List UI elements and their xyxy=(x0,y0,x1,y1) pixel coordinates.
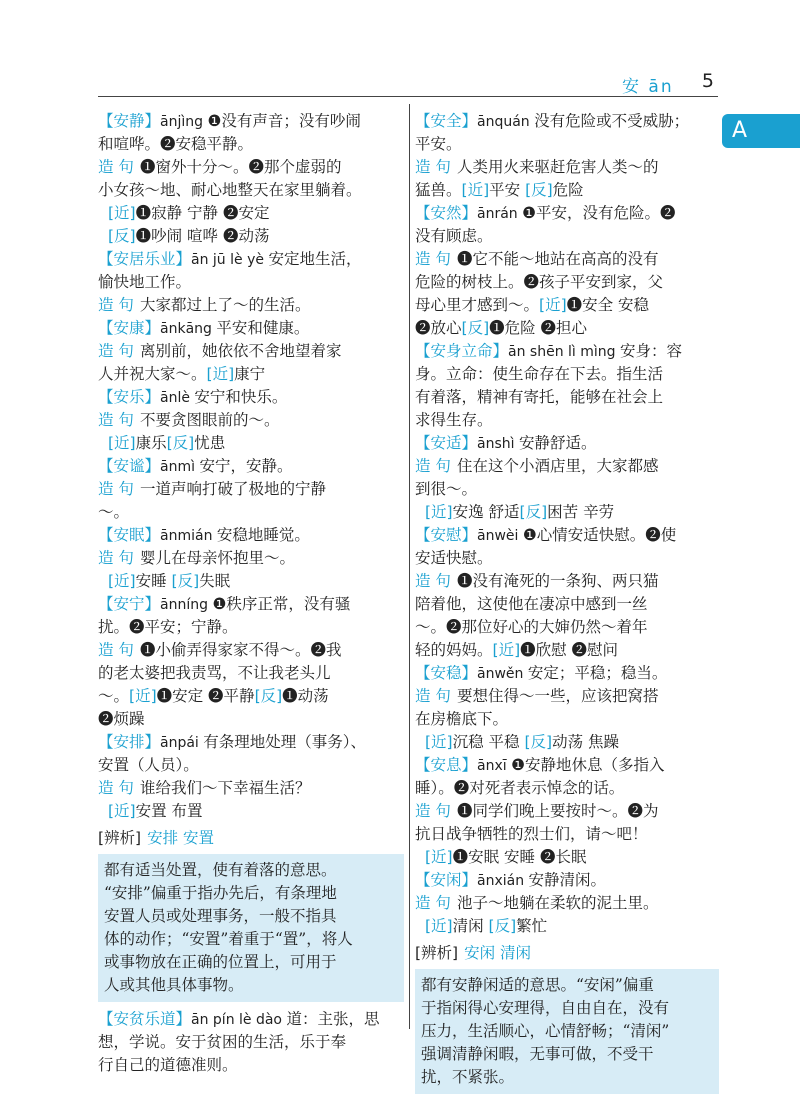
text-segment: 康乐 xyxy=(135,434,167,452)
text-line xyxy=(415,777,719,800)
text-segment: 平安。 xyxy=(415,135,462,153)
relation-tag: [近] xyxy=(108,204,136,222)
text-segment: ❶同学们晚上要按时～。❷为 xyxy=(456,802,659,820)
text-line xyxy=(415,570,719,593)
text-segment: 清闲 xyxy=(452,917,489,935)
text-line xyxy=(415,363,719,386)
relation-tag: [近] xyxy=(425,503,453,521)
text-segment: 失眠 xyxy=(199,572,231,590)
entry-line xyxy=(415,662,719,685)
text-segment: 大家都过上了～的生活。 xyxy=(139,296,311,314)
pinyin: ānmì xyxy=(160,459,200,475)
text-line xyxy=(415,593,719,616)
text-segment: 安置 布置 xyxy=(135,802,203,820)
text-line xyxy=(98,271,404,294)
text-segment: 困苦 辛劳 xyxy=(547,503,615,521)
relation-tag: [近] xyxy=(461,181,490,199)
text-segment: 安稳地睡觉。 xyxy=(216,526,310,544)
example-label: 造 句 xyxy=(415,250,451,268)
analysis-words: 安排 安置 xyxy=(147,829,215,847)
analysis-title xyxy=(415,942,719,965)
text-segment: ❶安眠 安睡 ❷长眠 xyxy=(452,848,587,866)
text-line xyxy=(415,846,719,869)
text-segment: 的老太婆把我责骂，不让我老头儿 xyxy=(98,664,331,682)
text-segment: 身。立命：使生命存在下去。指生活 xyxy=(415,365,664,383)
headword: 【安宁】 xyxy=(98,595,161,613)
example-label: 造 句 xyxy=(415,572,451,590)
text-segment: ❶危险 ❷担心 xyxy=(489,319,588,337)
text-line xyxy=(98,501,404,524)
note-line: 安置人员或处理事务，一般不指具 xyxy=(104,907,337,925)
headword: 【安全】 xyxy=(415,112,478,130)
entry-line xyxy=(415,110,719,133)
relation-tag: [近] xyxy=(425,917,453,935)
text-segment: 陪着他，这使他在凄凉中感到一丝 xyxy=(415,595,648,613)
relation-tag: [反] xyxy=(519,503,548,521)
text-segment: 安置（人员）。 xyxy=(98,756,199,774)
entry-line xyxy=(415,754,719,777)
note-line: 强调清静闲暇，无事可做，不受干 xyxy=(421,1045,654,1063)
example-label: 造 句 xyxy=(98,480,134,498)
text-segment: 繁忙 xyxy=(516,917,548,935)
text-segment: ❶安静地休息（多指入 xyxy=(511,756,665,774)
text-line xyxy=(98,133,404,156)
text-segment: 有着落，精神有寄托，能够在社会上 xyxy=(415,388,664,406)
text-line xyxy=(415,823,719,846)
text-segment: 安静清闲。 xyxy=(528,871,607,889)
page-header xyxy=(590,70,720,96)
analysis-label: [辨析] xyxy=(415,944,459,962)
text-segment: ～。❷那位好心的大婶仍然～着年 xyxy=(415,618,648,636)
text-segment: 到很～。 xyxy=(415,480,478,498)
headword: 【安谧】 xyxy=(98,457,161,475)
headword: 【安眠】 xyxy=(98,526,161,544)
text-segment: ❶动荡 xyxy=(282,687,329,705)
relation-tag: [近] xyxy=(425,733,453,751)
example-label: 造 句 xyxy=(98,411,134,429)
analysis-note xyxy=(98,854,404,1002)
relation-tag: [近] xyxy=(108,434,136,452)
text-segment: ❶没有淹死的一条狗、两只猫 xyxy=(456,572,659,590)
text-segment: ❶安全 安稳 xyxy=(566,296,650,314)
example-label: 造 句 xyxy=(415,802,451,820)
headword: 【安息】 xyxy=(415,756,478,774)
text-line xyxy=(415,294,719,317)
text-line xyxy=(415,547,719,570)
text-line xyxy=(98,777,404,800)
text-segment: 轻的妈妈。 xyxy=(415,641,493,659)
text-segment: ❶小偷弄得家家不得～。❷我 xyxy=(139,641,342,659)
pinyin: ānpái xyxy=(160,735,204,751)
pinyin: ānxián xyxy=(477,873,529,889)
pinyin: ānxī xyxy=(477,758,512,774)
text-line xyxy=(98,708,404,731)
entry-line xyxy=(415,524,719,547)
text-segment: 安身：容 xyxy=(620,342,683,360)
text-segment: ❶它不能～地站在高高的没有 xyxy=(456,250,659,268)
relation-tag: [反] xyxy=(166,434,195,452)
text-segment: 猛兽。 xyxy=(415,181,462,199)
entry-line xyxy=(415,432,719,455)
relation-tag: [反] xyxy=(171,572,200,590)
note-line: 都有安静闲适的意思。“安闲”偏重 xyxy=(421,976,654,994)
text-line xyxy=(98,662,404,685)
example-label: 造 句 xyxy=(415,158,451,176)
entry-line xyxy=(98,593,404,616)
text-line xyxy=(98,1031,404,1054)
headword: 【安乐】 xyxy=(98,388,161,406)
text-line xyxy=(98,1054,404,1077)
text-line xyxy=(415,317,719,340)
header-rule xyxy=(98,96,718,97)
text-segment: 安适快慰。 xyxy=(415,549,493,567)
text-line xyxy=(415,271,719,294)
text-segment: 道：主张，思 xyxy=(286,1010,380,1028)
entry-line xyxy=(98,110,404,133)
text-segment: 没有顾虑。 xyxy=(415,227,493,245)
relation-tag: [近] xyxy=(129,687,157,705)
relation-tag: [近] xyxy=(108,572,136,590)
text-segment: 求得生存。 xyxy=(415,411,493,429)
text-segment: ❷放心 xyxy=(415,319,462,337)
note-line: 于指闲得心安理得，自由自在，没有 xyxy=(421,999,670,1017)
headword: 【安稳】 xyxy=(415,664,478,682)
text-line xyxy=(98,570,404,593)
text-segment: ❶安定 ❷平静 xyxy=(156,687,255,705)
text-line xyxy=(98,156,404,179)
example-label: 造 句 xyxy=(415,894,451,912)
relation-tag: [反] xyxy=(524,733,553,751)
headword: 【安贫乐道】 xyxy=(98,1010,192,1028)
analysis-words: 安闲 清闲 xyxy=(464,944,532,962)
pinyin: ānrán xyxy=(477,206,523,222)
text-segment: 谁给我们～下幸福生活？ xyxy=(139,779,311,797)
entry-line xyxy=(98,731,404,754)
text-segment: 住在这个小酒店里，大家都感 xyxy=(456,457,659,475)
text-line xyxy=(98,432,404,455)
text-segment: 小女孩～地、耐心地整天在家里躺着。 xyxy=(98,181,362,199)
text-segment: ❶没有声音；没有吵闹 xyxy=(207,112,361,130)
letter-tab xyxy=(722,114,800,148)
example-label: 造 句 xyxy=(98,779,134,797)
right-column xyxy=(415,110,719,1100)
text-line xyxy=(98,179,404,202)
text-segment: 动荡 焦躁 xyxy=(552,733,620,751)
header-word: 安 ān xyxy=(622,77,674,97)
pinyin: ānníng xyxy=(160,597,213,613)
entry-line xyxy=(98,248,404,271)
text-segment: 忧患 xyxy=(194,434,226,452)
text-segment: 安逸 舒适 xyxy=(452,503,520,521)
text-segment: 一道声响打破了极地的宁静 xyxy=(139,480,326,498)
text-line xyxy=(415,800,719,823)
text-segment: 安宁，安静。 xyxy=(199,457,293,475)
text-line xyxy=(98,639,404,662)
pinyin: ānshì xyxy=(477,436,519,452)
text-segment: ～。 xyxy=(98,503,130,521)
pinyin: ānjìng xyxy=(160,114,208,130)
text-segment: 抗日战争牺牲的烈士们，请～吧！ xyxy=(415,825,648,843)
pinyin: ānwěn xyxy=(477,666,528,682)
text-line xyxy=(415,731,719,754)
entry-line xyxy=(415,340,719,363)
headword: 【安闲】 xyxy=(415,871,478,889)
example-label: 造 句 xyxy=(415,457,451,475)
note-line: 人或其他具体事物。 xyxy=(104,976,244,994)
text-segment: ❶窗外十分～。❷那个虚弱的 xyxy=(139,158,342,176)
relation-tag: [近] xyxy=(492,641,521,659)
entry-line xyxy=(98,524,404,547)
headword: 【安居乐业】 xyxy=(98,250,192,268)
text-segment: ❶欣慰 ❷慰问 xyxy=(520,641,619,659)
relation-tag: [反] xyxy=(254,687,283,705)
text-line xyxy=(415,225,719,248)
text-segment: 和喧哗。❷安稳平静。 xyxy=(98,135,254,153)
text-segment: 愉快地工作。 xyxy=(98,273,192,291)
headword: 【安静】 xyxy=(98,112,161,130)
pinyin: ānmián xyxy=(160,528,217,544)
text-line xyxy=(415,156,719,179)
example-label: 造 句 xyxy=(98,158,134,176)
note-line: “安排”偏重于指办先后，有条理地 xyxy=(104,884,337,902)
text-line xyxy=(415,478,719,501)
text-line xyxy=(415,685,719,708)
text-line xyxy=(98,363,404,386)
text-segment: 池子～地躺在柔软的泥土里。 xyxy=(456,894,659,912)
text-segment: ❶平安，没有危险。❷ xyxy=(522,204,676,222)
relation-tag: [反] xyxy=(108,227,136,245)
analysis-note xyxy=(415,969,719,1094)
text-line xyxy=(415,892,719,915)
text-segment: ❶寂静 宁静 ❷安定 xyxy=(135,204,270,222)
text-line xyxy=(98,800,404,823)
entry-line xyxy=(98,317,404,340)
analysis-label: [辨析] xyxy=(98,829,142,847)
text-segment: 离别前，她依依不舍地望着家 xyxy=(139,342,342,360)
text-segment: 人并祝大家～。 xyxy=(98,365,207,383)
headword: 【安康】 xyxy=(98,319,161,337)
headword: 【安慰】 xyxy=(415,526,478,544)
text-segment: ～。 xyxy=(98,687,130,705)
text-segment: 危险的树枝上。❷孩子平安到家，父 xyxy=(415,273,664,291)
text-line xyxy=(98,685,404,708)
pinyin: ān pín lè dào xyxy=(191,1012,287,1028)
text-line xyxy=(98,340,404,363)
relation-tag: [近] xyxy=(539,296,567,314)
example-label: 造 句 xyxy=(98,296,134,314)
text-segment: 安睡 xyxy=(135,572,172,590)
relation-tag: [反] xyxy=(525,181,553,199)
text-segment: 有条理地处理（事务）、 xyxy=(203,733,367,751)
text-segment: 想，学说。安于贫困的生活，乐于奉 xyxy=(98,1033,347,1051)
text-segment: ❶秩序正常，没有骚 xyxy=(212,595,351,613)
relation-tag: [反] xyxy=(488,917,517,935)
text-line xyxy=(415,248,719,271)
note-line: 或事物放在正确的位置上，可用于 xyxy=(104,953,337,971)
example-label: 造 句 xyxy=(98,342,134,360)
text-segment: 平安 xyxy=(489,181,526,199)
text-line xyxy=(415,409,719,432)
note-line: 体的动作；“安置”着重于“置”，将人 xyxy=(104,930,353,948)
text-segment: 安定；平稳；稳当。 xyxy=(527,664,668,682)
headword: 【安适】 xyxy=(415,434,478,452)
text-segment: 康宁 xyxy=(234,365,266,383)
text-segment: 危险 xyxy=(552,181,584,199)
text-line xyxy=(98,202,404,225)
pinyin: ānlè xyxy=(160,390,195,406)
note-line: 扰，不紧张。 xyxy=(421,1068,515,1086)
pinyin: ānquán xyxy=(477,114,535,130)
text-line xyxy=(415,455,719,478)
text-segment: 扰。❷平安；宁静。 xyxy=(98,618,238,636)
entry-line xyxy=(415,869,719,892)
relation-tag: [反] xyxy=(461,319,490,337)
text-line xyxy=(415,133,719,156)
text-segment: 母心里才感到～。 xyxy=(415,296,540,314)
page-number: 5 xyxy=(701,70,714,92)
text-segment: 没有危险或不受威胁； xyxy=(534,112,690,130)
text-line xyxy=(415,915,719,938)
entry-line xyxy=(98,386,404,409)
headword: 【安然】 xyxy=(415,204,478,222)
entry-line xyxy=(98,455,404,478)
example-label: 造 句 xyxy=(98,549,134,567)
text-line xyxy=(415,616,719,639)
text-segment: 在房檐底下。 xyxy=(415,710,509,728)
text-line xyxy=(415,501,719,524)
letter-tab-label: A xyxy=(732,118,748,143)
text-segment: ❷烦躁 xyxy=(98,710,145,728)
text-segment: 行自己的道德准则。 xyxy=(98,1056,238,1074)
text-line xyxy=(98,225,404,248)
text-segment: 睡）。❷对死者表示悼念的话。 xyxy=(415,779,625,797)
text-segment: 安静舒适。 xyxy=(518,434,597,452)
left-column xyxy=(98,110,404,1077)
text-segment: 人类用火来驱赶危害人类～的 xyxy=(456,158,659,176)
entry-line xyxy=(415,202,719,225)
analysis-title xyxy=(98,827,404,850)
text-line xyxy=(415,386,719,409)
headword: 【安排】 xyxy=(98,733,161,751)
text-line xyxy=(98,547,404,570)
note-line: 压力，生活顺心，心情舒畅；“清闲” xyxy=(421,1022,670,1040)
text-line xyxy=(98,616,404,639)
entry-line xyxy=(98,1008,404,1031)
text-line xyxy=(98,409,404,432)
text-segment: 要想住得～一些，应该把窝搭 xyxy=(456,687,659,705)
pinyin: ān jū lè yè xyxy=(191,252,269,268)
text-line xyxy=(98,478,404,501)
text-segment: ❶心情安适快慰。❷使 xyxy=(522,526,677,544)
text-segment: 安宁和快乐。 xyxy=(194,388,288,406)
text-line xyxy=(98,294,404,317)
note-line: 都有适当处置，使有着落的意思。 xyxy=(104,861,337,879)
text-line xyxy=(415,179,719,202)
text-segment: 安定地生活， xyxy=(268,250,362,268)
text-segment: 不要贪图眼前的～。 xyxy=(139,411,280,429)
column-divider xyxy=(409,104,410,1029)
pinyin: ān shēn lì mìng xyxy=(508,344,620,360)
example-label: 造 句 xyxy=(415,687,451,705)
headword: 【安身立命】 xyxy=(415,342,509,360)
text-line xyxy=(415,708,719,731)
relation-tag: [近] xyxy=(108,802,136,820)
text-segment: 沉稳 平稳 xyxy=(452,733,525,751)
text-segment: 婴儿在母亲怀抱里～。 xyxy=(139,549,295,567)
pinyin: ānkāng xyxy=(160,321,217,337)
relation-tag: [近] xyxy=(206,365,235,383)
pinyin: ānwèi xyxy=(477,528,523,544)
relation-tag: [近] xyxy=(425,848,453,866)
text-segment: ❶吵闹 喧哗 ❷动荡 xyxy=(135,227,270,245)
example-label: 造 句 xyxy=(98,641,134,659)
text-segment: 平安和健康。 xyxy=(216,319,310,337)
text-line xyxy=(415,639,719,662)
text-line xyxy=(98,754,404,777)
